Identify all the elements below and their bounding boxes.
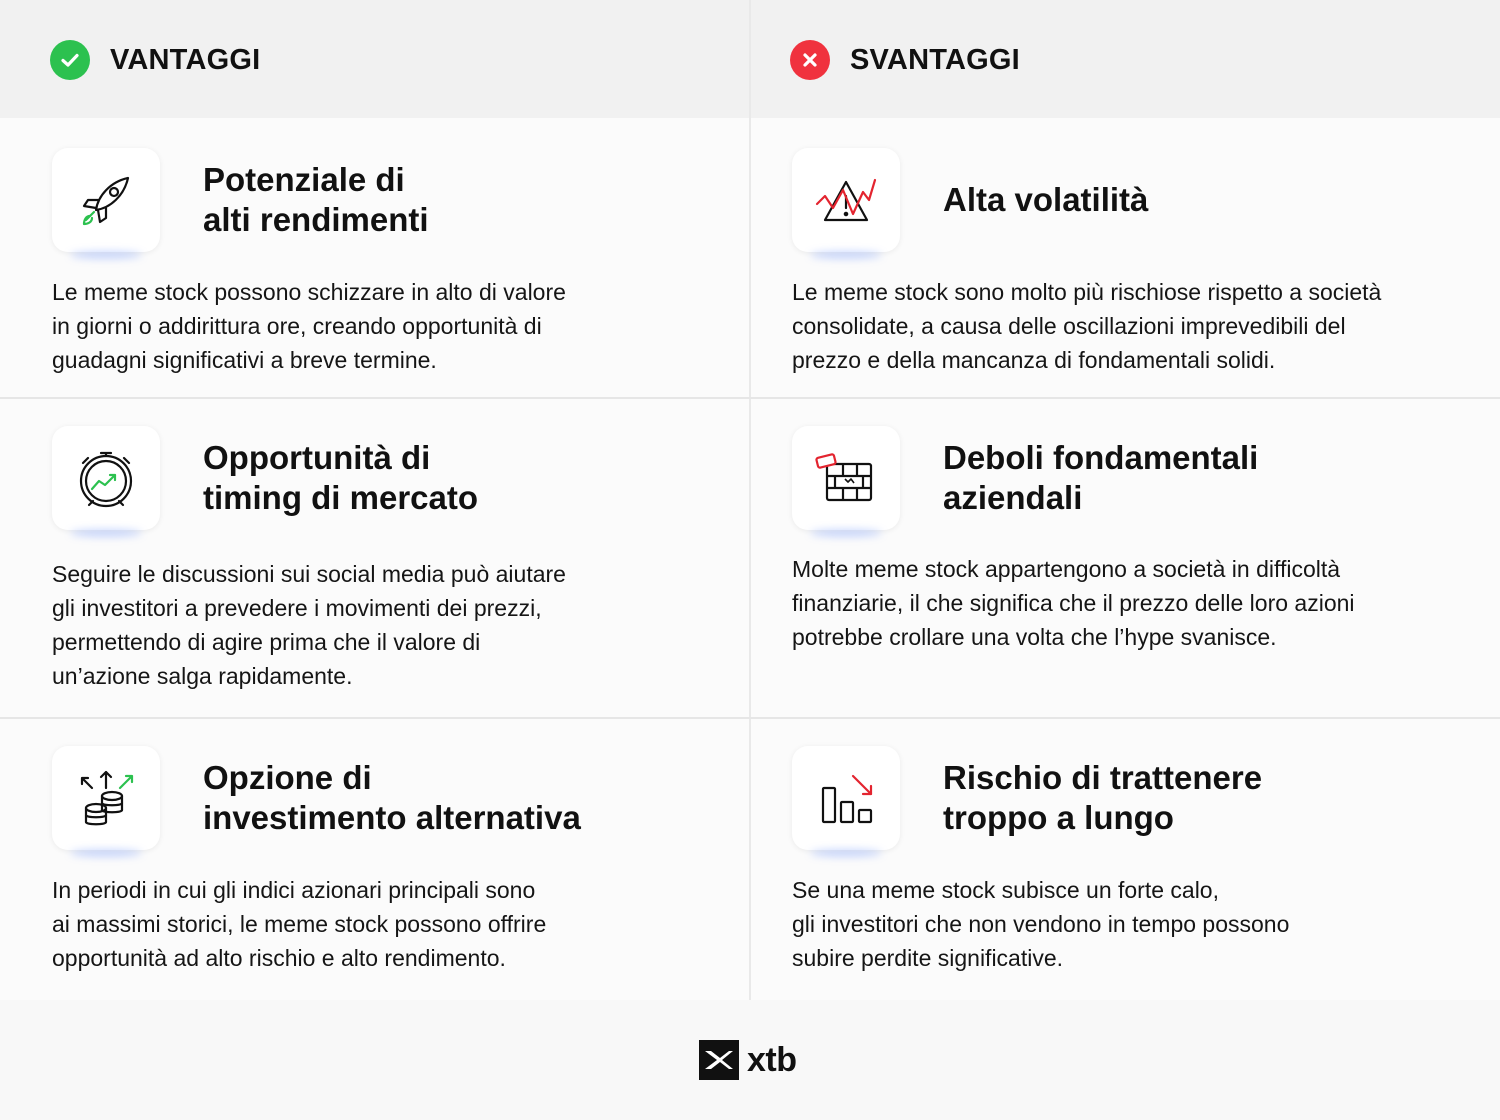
xtb-logo-icon: [699, 1040, 739, 1080]
coins-arrows-icon: [52, 746, 160, 850]
cons-card-weak-fundamentals: [792, 426, 1492, 696]
card-description: Le meme stock possono schizzare in alto di valore in giorni o addirittura ore, creando opportunità di guadagni significativi a breve termine.: [52, 279, 566, 373]
card-description: Molte meme stock appartengono a società in difficoltà finanziarie, il che significa che il prezzo delle loro azioni potrebbe crollare una volta che l’hype svanisce.: [792, 556, 1355, 650]
xtb-logo: [699, 1040, 797, 1080]
x-circle-icon: [790, 40, 830, 80]
warning-volatility-icon: [792, 148, 900, 252]
rocket-icon: [52, 148, 160, 252]
broken-wall-icon: [792, 426, 900, 530]
card-title: Deboli fondamentali aziendali: [943, 439, 1259, 516]
card-description: Seguire le discussioni sui social media può aiutare gli investitori a prevedere i movimenti dei prezzi, permettendo di agire prima che il valore di un’azione salga rapidamente.: [52, 561, 566, 689]
card-title: Rischio di trattenere troppo a lungo: [943, 759, 1263, 836]
cons-title: SVANTAGGI: [850, 43, 1020, 76]
pros-card-high-returns: [52, 148, 752, 418]
cons-header: [790, 38, 1020, 82]
bar-chart-down-icon: [792, 746, 900, 850]
card-title: Alta volatilità: [943, 181, 1149, 218]
cons-card-high-volatility: [792, 148, 1492, 418]
pros-header: [50, 38, 260, 82]
card-title: Potenziale di alti rendimenti: [203, 161, 429, 238]
card-description: Le meme stock sono molto più rischiose rispetto a società consolidate, a causa delle oscillazioni imprevedibili del prezzo e della mancanza di fondamentali solidi.: [792, 279, 1382, 373]
xtb-logo-text: xtb: [747, 1040, 797, 1079]
alarm-clock-chart-icon: [52, 426, 160, 530]
row-divider: [0, 717, 1500, 719]
pros-card-alternative-investment: [52, 746, 752, 1016]
card-title: Opportunità di timing di mercato: [203, 439, 479, 516]
card-description: Se una meme stock subisce un forte calo, gli investitori che non vendono in tempo possono subire perdite significative.: [792, 877, 1290, 971]
pros-card-market-timing: [52, 426, 752, 696]
card-description: In periodi in cui gli indici azionari principali sono ai massimi storici, le meme stock possono offrire opportunità ad alto rischio e alto rendimento.: [52, 877, 547, 971]
cons-card-holding-too-long: [792, 746, 1492, 1016]
check-circle-icon: [50, 40, 90, 80]
card-title: Opzione di investimento alternativa: [203, 759, 581, 836]
pros-title: VANTAGGI: [110, 43, 261, 76]
